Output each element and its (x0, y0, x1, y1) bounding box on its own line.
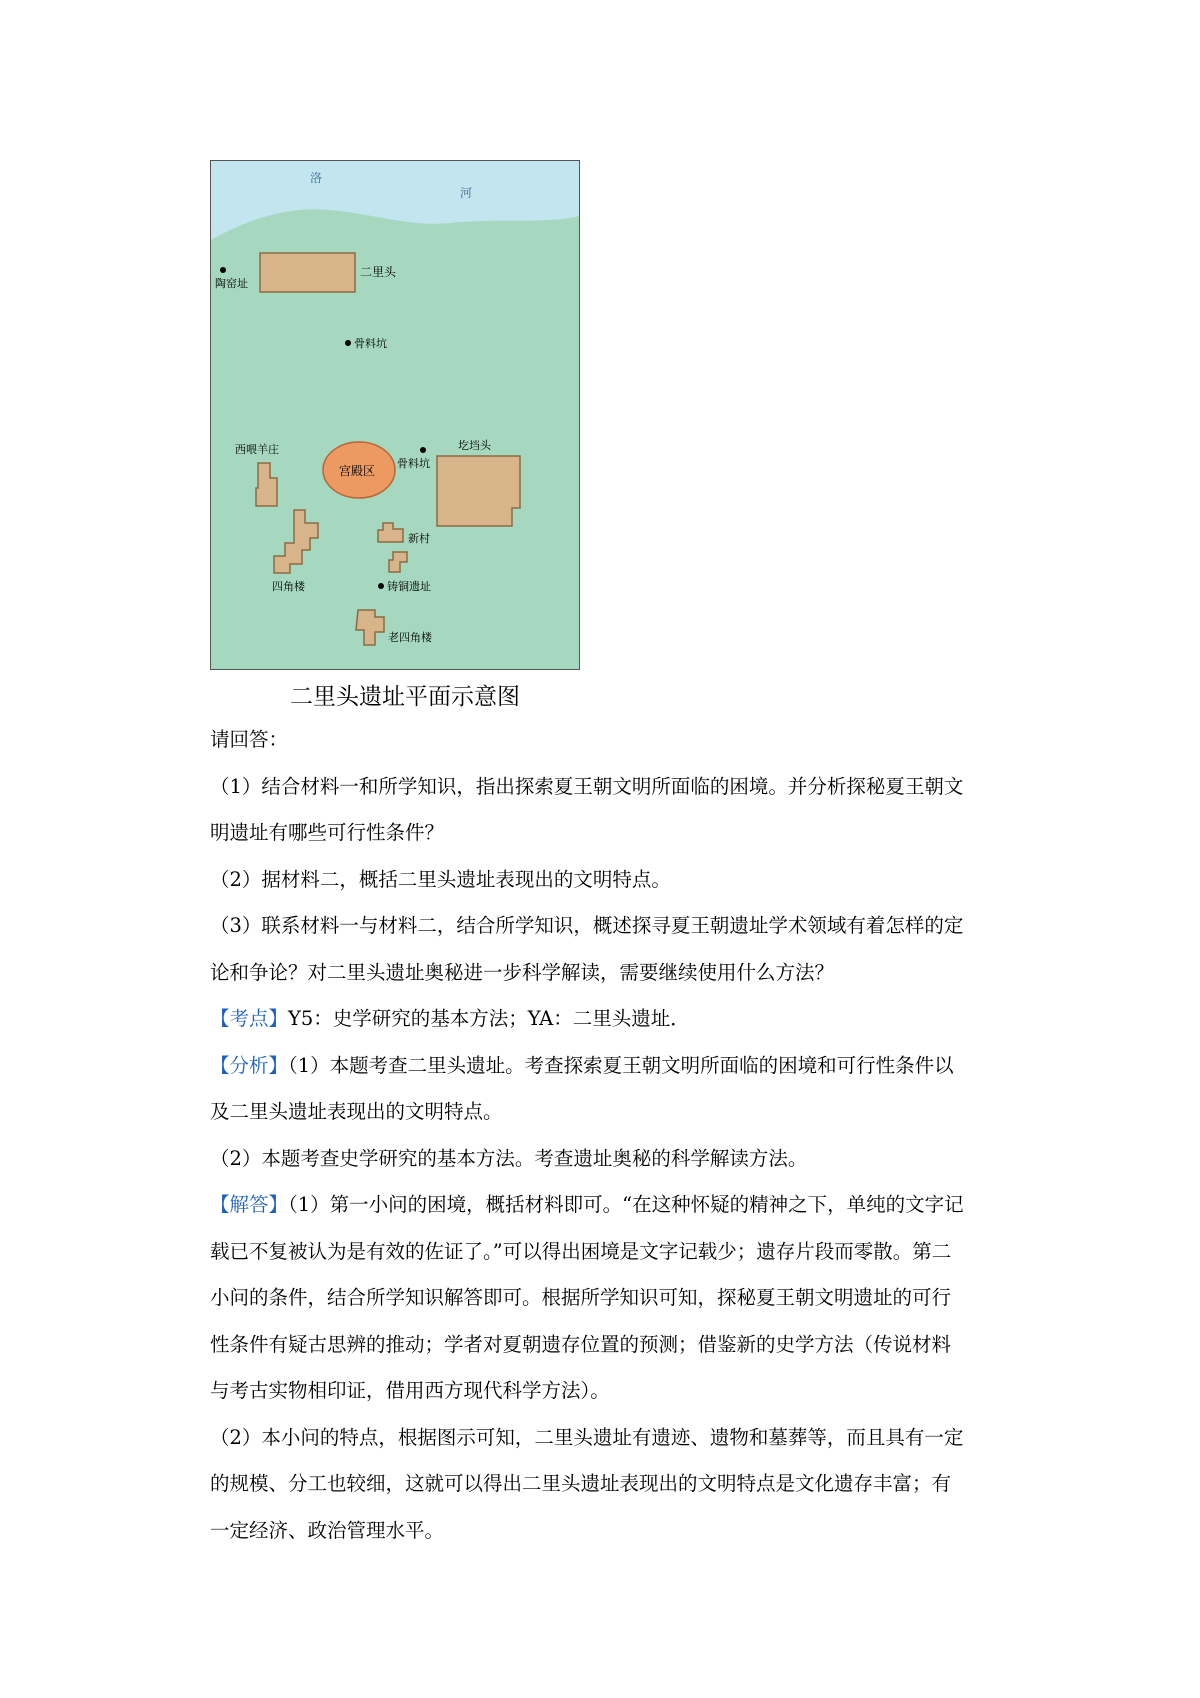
label-bone-pit-2: 骨料坑 (397, 457, 430, 470)
label-bronze-casting: 铸铜遗址 (387, 580, 431, 593)
jieda-line-2: 载已不复被认为是有效的佐证了。”可以得出困境是文字记载少；遗存片段而零散。第二 (210, 1239, 952, 1263)
jieda-line-4: 性条件有疑古思辨的推动；学者对夏朝遗存位置的预测；借鉴新的史学方法（传说材料 (210, 1332, 952, 1356)
jieda-line-3: 小问的条件，结合所学知识解答即可。根据所学知识可知，探秘夏王朝文明遗址的可行 (210, 1286, 952, 1309)
label-taoyao: 陶窑址 (215, 277, 248, 290)
river-char-he: 河 (460, 186, 473, 200)
jieda-line-5: 与考古实物相印证，借用西方现代科学方法）。 (210, 1379, 610, 1402)
question-3-line-1: （3）联系材料一与材料二，结合所学知识，概述探寻夏王朝遗址学术领域有着怎样的定 (210, 914, 964, 937)
kaodian-tag: 【考点】 (210, 1007, 289, 1030)
fenxi-line-2: 及二里头遗址表现出的文明特点。 (210, 1100, 503, 1123)
bone-pit-1-dot (345, 340, 351, 346)
map-land (210, 160, 580, 670)
kaodian-text: Y5：史学研究的基本方法；YA：二里头遗址． (288, 1007, 690, 1030)
label-xincun: 新村 (408, 532, 430, 545)
fenxi-tag: 【分析】 (210, 1053, 289, 1077)
question-1-line-1: （1）结合材料一和所学知识，指出探索夏王朝文明所面临的困境。并分析探秘夏王朝文 (210, 774, 964, 798)
jieda-tag: 【解答】 (210, 1193, 289, 1216)
bronze-casting-dot (378, 583, 384, 589)
label-bone-pit-1: 骨料坑 (354, 337, 387, 350)
jieda-line-6: （2）本小问的特点，根据图示可知，二里头遗址有遗迹、遗物和墓葬等，而且具有一定 (210, 1425, 964, 1449)
label-palace: 宫殿区 (339, 464, 376, 478)
fenxi-line-3: （2）本题考查史学研究的基本方法。考查遗址奥秘的科学解读方法。 (210, 1146, 808, 1170)
jieda-line-1: （1）第一小问的困境，概括材料即可。“在这种怀疑的精神之下，单纯的文字记 (288, 1193, 964, 1216)
jieda-line-7: 的规模、分工也较细，这就可以得出二里头遗址表现出的文明特点是文化遗存丰富；有 (210, 1472, 952, 1495)
question-1-line-2: 明遗址有哪些可行性条件？ (210, 821, 445, 844)
fenxi-line-1: （1）本题考查二里头遗址。考查探索夏王朝文明所面临的困境和可行性条件以 (288, 1053, 954, 1077)
label-gedatou: 圪垱头 (458, 439, 491, 452)
question-3-line-2: 论和争论？对二里头遗址奥秘进一步科学解读，需要继续使用什么方法？ (210, 960, 835, 984)
answer-prompt: 请回答： (210, 728, 289, 751)
question-section (210, 717, 1030, 1554)
taoyao-dot (220, 267, 226, 273)
map-caption: 二里头遗址平面示意图 (290, 684, 520, 710)
label-lao-sijiaolou: 老四角楼 (388, 631, 432, 644)
jieda-row (210, 1182, 1030, 1229)
fenxi-row (210, 1043, 1030, 1090)
river-char-luo: 洛 (310, 171, 323, 185)
jieda-line-8: 一定经济、政治管理水平。 (210, 1518, 445, 1542)
gedatou-block (437, 456, 520, 526)
question-2: （2）据材料二，概括二里头遗址表现出的文明特点。 (210, 867, 671, 891)
site-map (210, 160, 580, 670)
label-erlitou: 二里头 (360, 265, 397, 279)
erlitou-block (260, 253, 355, 292)
bone-pit-2-dot (420, 447, 426, 453)
kaodian-row (210, 996, 1030, 1043)
label-xihouyangzhuang: 西喂羊庄 (235, 443, 279, 456)
label-sijiaolou: 四角楼 (272, 580, 305, 593)
site-map-figure (210, 160, 580, 710)
